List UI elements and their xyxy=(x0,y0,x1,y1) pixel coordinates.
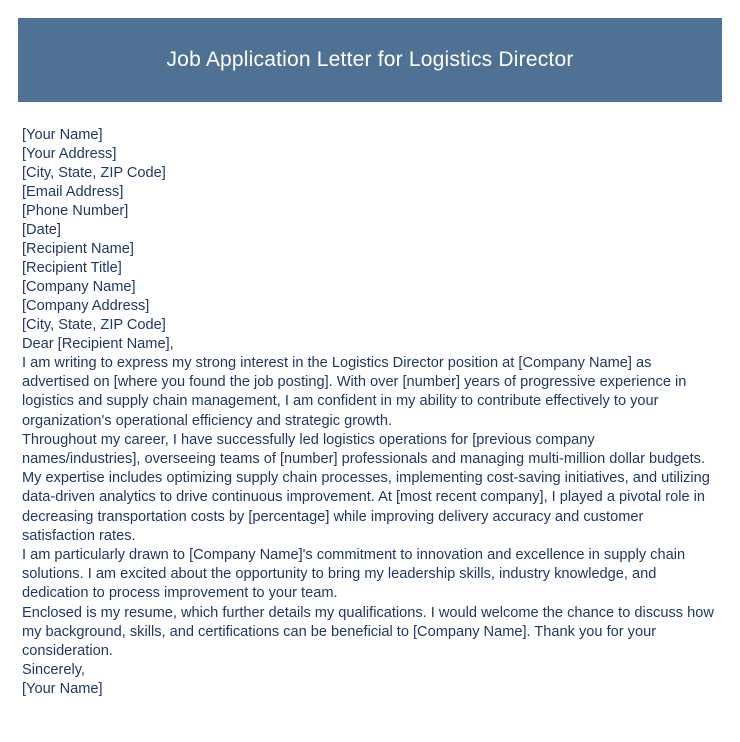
sender-line: [Your Name] xyxy=(22,127,103,143)
letter-paragraph: Throughout my career, I have successfully led logistics operations for [previous company names/industries], overseeing teams of [number] professionals and managing multi-million dollar budgets. My expertise includes optimizing supply chain processes, implementing cost-saving initiatives, and utilizing data-driven analytics to drive continuous improvement. At [most recent company], I played a pivotal role in decreasing transportation costs by [percentage] while improving delivery accuracy and customer satisfaction rates. xyxy=(22,431,710,544)
recipient-address-block xyxy=(22,240,716,335)
sender-line: [Date] xyxy=(22,222,61,238)
recipient-line: [Recipient Name] xyxy=(22,241,134,257)
letter-paragraph: Enclosed is my resume, which further details my qualifications. I would welcome the chance to discuss how my background, skills, and certifications can be beneficial to [Company Name]. Thank you for your consideration. xyxy=(22,604,714,660)
page-title: Job Application Letter for Logistics Director xyxy=(166,48,574,72)
letter-paragraph: I am particularly drawn to [Company Name]'s commitment to innovation and excellence in supply chain solutions. I am excited about the opportunity to bring my leadership skills, industry knowledge, and dedication to process improvement to your team. xyxy=(22,547,686,602)
signature-name: [Your Name] xyxy=(22,681,103,698)
recipient-line: [City, State, ZIP Code] xyxy=(22,317,166,333)
sender-line: [Email Address] xyxy=(22,184,124,200)
document-header-banner xyxy=(18,18,722,102)
sender-line: [Your Address] xyxy=(22,146,117,162)
sender-line: [Phone Number] xyxy=(22,203,129,219)
letter-paragraph: I am writing to express my strong interest in the Logistics Director position at [Company Name] as advertised on [where you found the job posting]. With over [number] years of progressive experience in logistics and supply chain management, I am confident in my ability to contribute effectively to your organization's operational efficiency and strategic growth. xyxy=(22,355,687,429)
sender-address-block xyxy=(22,126,716,240)
closing: Sincerely, xyxy=(22,662,85,679)
recipient-line: [Company Name] xyxy=(22,279,136,295)
salutation: Dear [Recipient Name], xyxy=(22,336,174,352)
recipient-line: [Recipient Title] xyxy=(22,260,122,276)
recipient-line: [Company Address] xyxy=(22,298,150,314)
letter-body xyxy=(0,102,740,699)
document-page xyxy=(0,18,740,742)
sender-line: [City, State, ZIP Code] xyxy=(22,165,166,181)
